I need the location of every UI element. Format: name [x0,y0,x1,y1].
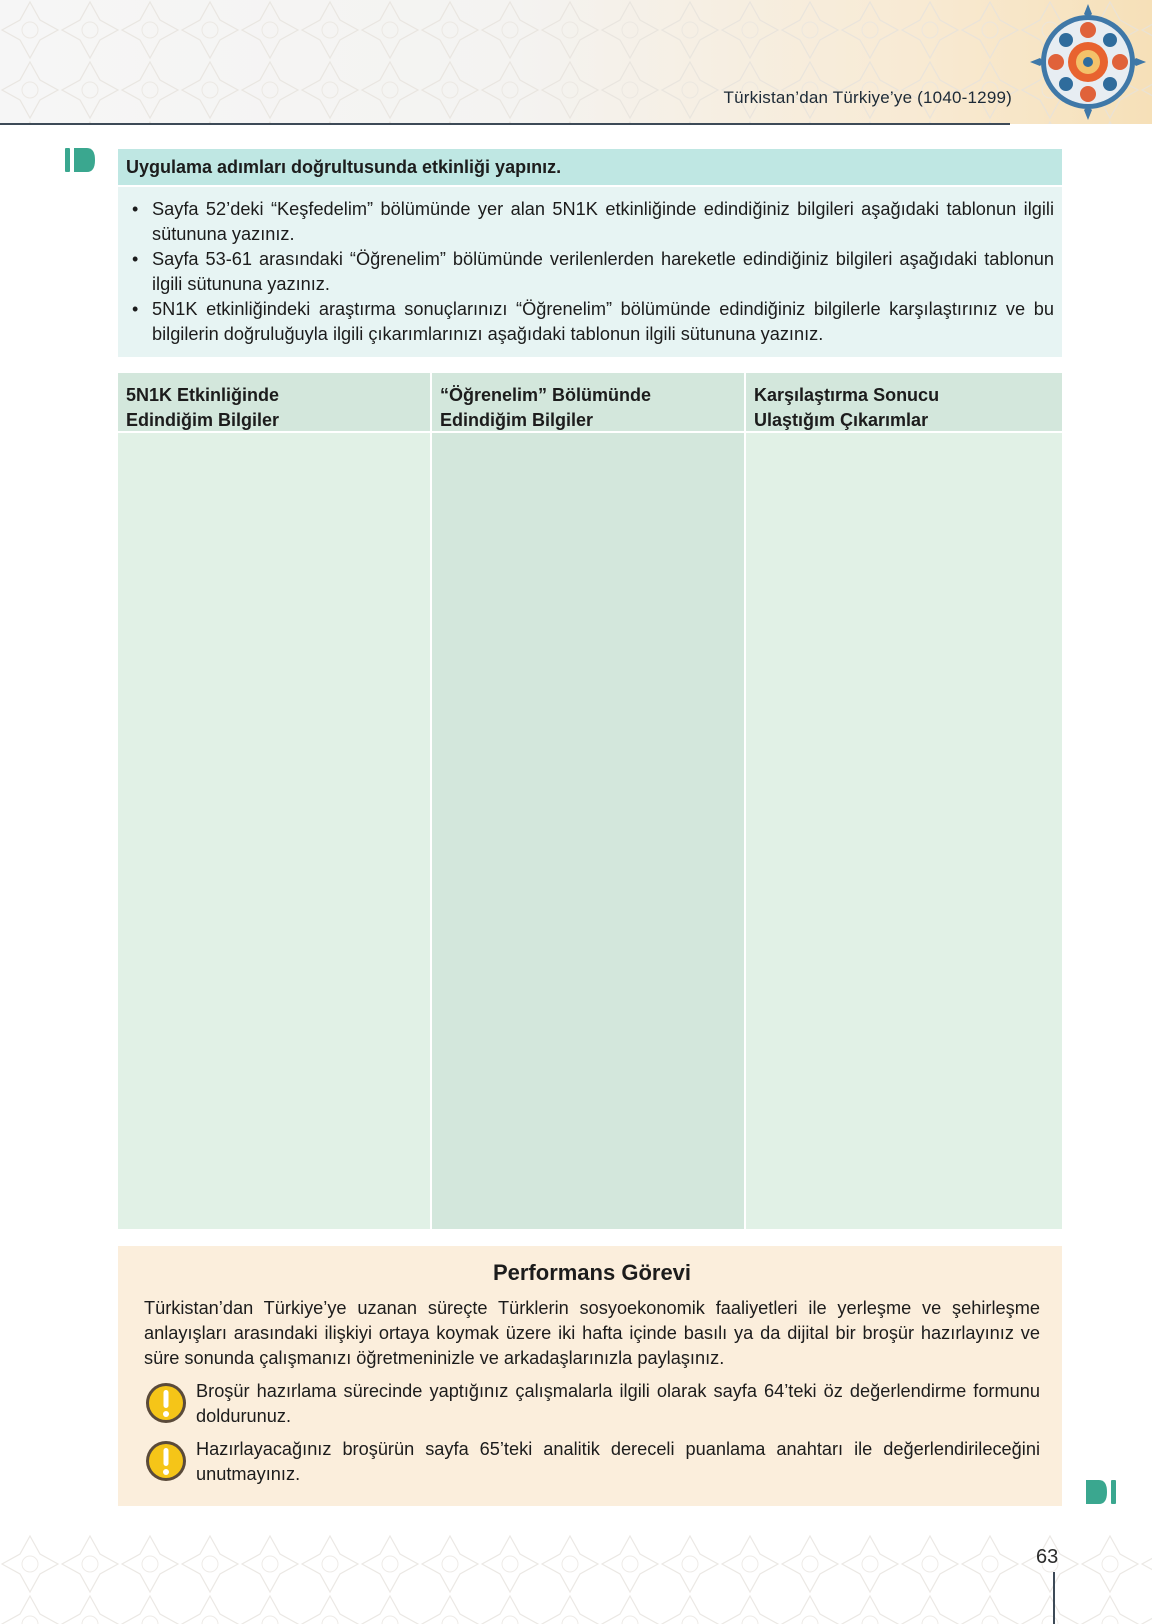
column-header-line: Edindiğim Bilgiler [440,410,594,430]
activity-start-icon [63,146,97,174]
instruction-item: • Sayfa 53-61 arasındaki “Öğrenelim” bölümünde verilenlerden hareketle edindiğiniz bilgileri aşağıdaki tablonun ilgili sütununa yazınız. [126,247,1054,297]
instructions-list [118,187,1062,357]
chapter-title: Türkistan’dan Türkiye’ye (1040-1299) [723,88,1012,107]
instructions-heading: Uygulama adımları doğrultusunda etkinliği yapınız. [118,149,1062,185]
column-header [746,373,1062,433]
performance-note [144,1379,1040,1429]
table-column-comparison [746,373,1062,1231]
exclamation-icon [144,1381,188,1425]
performance-note [144,1437,1040,1487]
column-header-line: Karşılaştırma Sonucu [754,385,940,405]
page-number-rule [1053,1572,1055,1624]
activity-end-icon [1084,1478,1118,1506]
table-column-5n1k [118,373,430,1231]
column-header-line: Edindiğim Bilgiler [126,410,280,430]
column-header-line: “Öğrenelim” Bölümünde [440,385,652,405]
answer-area[interactable] [432,433,744,1229]
column-header [118,373,430,433]
table-column-ogrenelim [432,373,744,1231]
answer-area[interactable] [118,433,430,1229]
column-header [432,373,744,433]
performance-note-text: Broşür hazırlama sürecinde yaptığınız çalışmalarla ilgili olarak sayfa 64’teki öz değerlendirme formunu doldurunuz. [196,1381,1040,1426]
page-number: 63 [1036,1546,1059,1568]
performance-task-box [118,1246,1062,1506]
performance-note-text: Hazırlayacağınız broşürün sayfa 65’teki analitik dereceli puanlama anahtarı ile değerlendirileceğini unutmayınız. [196,1439,1040,1484]
instruction-item: • 5N1K etkinliğindeki araştırma sonuçlarınızı “Öğrenelim” bölümünde edindiğiniz bilgilerle karşılaştırınız ve bu bilgilerin doğruluğuyla ilgili çıkarımlarınızı aşağıdaki tablonun ilgili sütununa yazınız. [126,297,1054,347]
footer-pattern [0,1534,1152,1624]
rosette-ornament-icon [1026,0,1150,124]
instruction-item: • Sayfa 52’deki “Keşfedelim” bölümünde yer alan 5N1K etkinliğinde edindiğiniz bilgileri aşağıdaki tablonun ilgili sütununa yazınız. [126,197,1054,247]
performance-text: Türkistan’dan Türkiye’ye uzanan süreçte Türklerin sosyoekonomik faaliyetleri ile yerleşme ve şehirleşme anlayışları arasındaki ilişkiyi ortaya koymak üzere iki hafta içinde basılı ya da dijital bir broşür hazırlayınız ve süre sonunda çalışmanızı öğretmeninizle ve arkadaşlarınızla paylaşınız. [144,1298,1040,1368]
answer-area[interactable] [746,433,1062,1229]
column-header-line: 5N1K Etkinliğinde [126,385,280,405]
activity-table [118,373,1062,1231]
header-rule [0,123,1010,125]
column-header-line: Ulaştığım Çıkarımlar [754,410,929,430]
exclamation-icon [144,1439,188,1483]
performance-title: Performans Görevi [492,1260,692,1285]
